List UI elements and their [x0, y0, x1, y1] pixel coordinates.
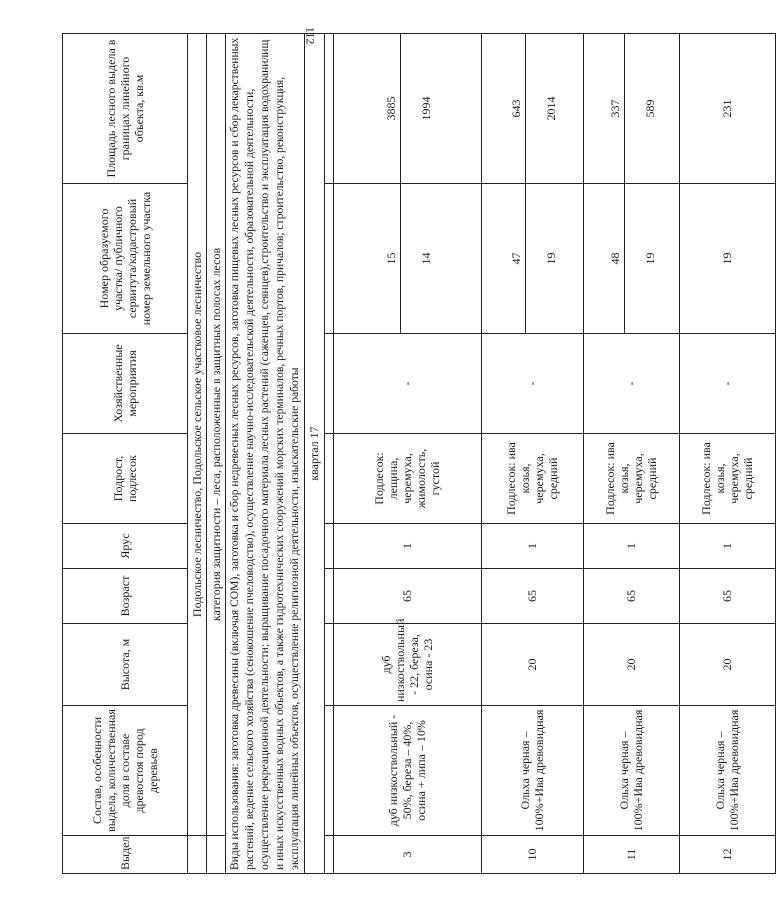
forest-plots-table [62, 33, 776, 874]
tier: 1 [481, 524, 583, 569]
area: 231 [679, 34, 775, 184]
plot-number-cell [481, 184, 583, 334]
measures: - [679, 334, 775, 434]
plot-number-top: 47 [507, 184, 526, 333]
col-header-composition: Состав, особенности выдела, количественная доля в составе древостоя пород деревьев [63, 706, 188, 836]
plot-number: 19 [543, 252, 558, 265]
area: 1994 [418, 96, 433, 121]
measures: - [583, 334, 679, 434]
age: 65 [583, 569, 679, 624]
composition: Ольха черная – 100%+Ива древовидная [583, 706, 679, 836]
category-row [207, 34, 226, 874]
col-header-measures: Хозяйственные мероприятия [63, 334, 188, 434]
usage-row [226, 34, 305, 874]
vydel-number: 10 [481, 836, 583, 874]
age: 65 [679, 569, 775, 624]
col-header-plot-number: Номер образуемого участка/ публичного сервитута/кадастровый номер земельного участка [63, 184, 188, 334]
col-header-tier: Ярус [63, 524, 188, 569]
composition: дуб низкоствольный - 50%, береза – 40%, осина + липа – 10% [333, 706, 481, 836]
area-top: 337 [606, 34, 625, 183]
vydel-number: 11 [583, 836, 679, 874]
forestry-name: Подольское лесничество, Подольское сельское участковое лесничество [188, 34, 207, 836]
vydel-number: 3 [333, 836, 481, 874]
tier: 1 [333, 524, 481, 569]
plot-number: 14 [418, 252, 433, 265]
protection-category: категория защитности – леса, расположенные в защитных полосах лесов [207, 34, 226, 836]
rotated-page [62, 34, 756, 874]
col-header-age: Возраст [63, 569, 188, 624]
header-row [63, 34, 188, 874]
height: 20 [481, 624, 583, 706]
col-header-vydel: Выдел [63, 836, 188, 874]
table-row [679, 34, 775, 874]
measures: - [481, 334, 583, 434]
plot-number-cell [333, 184, 481, 334]
undergrowth: Подлесок: ива козья, черемуха, средний [583, 434, 679, 524]
area: 2014 [543, 96, 558, 121]
page-number: 112 [303, 26, 318, 45]
plot-number-top: 15 [382, 184, 401, 333]
quarter-label: квартал 17 [305, 34, 324, 874]
area-top: 3885 [382, 34, 401, 183]
age: 65 [481, 569, 583, 624]
height: 20 [679, 624, 775, 706]
area-top: 643 [507, 34, 526, 183]
plot-number: 19 [642, 252, 657, 265]
measures: - [333, 334, 481, 434]
plot-number-top: 48 [606, 184, 625, 333]
usage-types: Виды использования: заготовка древесины (включая СОМ), заготовка и сбор недревесных лесных ресурсов, заготовка пищевых лесных ресурсов и сбор лекарственных растений, ведение сельского хозяйства (сенокошение пчеловодство), осуществление научно-исследовательской деятельности, образовательной деятельности, осуществление рекреационной деятельности; выращивание посадочного материала лесных растений (саженцев, сеянцев),строительство и эксплуатация водохранилищ и иных искусственных водных объектов, а также гидротехнических сооружений морских терминалов, речных портов, причалов; строительство, реконструкция, эксплуатация линейных объектов, осуществление религиозной деятельности, изыскательские работы [226, 34, 305, 874]
col-header-height: Высота, м [63, 624, 188, 706]
forestry-row [188, 34, 207, 874]
col-header-area: Площадь лесного выдела в границах линейного объекта, кв.м [63, 34, 188, 184]
undergrowth: Подлесок: лещина, черемуха, жимолость, густой [333, 434, 481, 524]
undergrowth: Подлесок: ива козья, черемуха, средний [679, 434, 775, 524]
col-header-undergrowth: Подрост, подлесок [63, 434, 188, 524]
area-cell [481, 34, 583, 184]
table-row [583, 34, 679, 874]
area: 589 [642, 99, 657, 118]
spacer-row [324, 34, 333, 874]
undergrowth: Подлесок: ива козья, черемуха, средний [481, 434, 583, 524]
composition: Ольха черная – 100%+Ива древовидная [481, 706, 583, 836]
height: дуб низкоствольный - 22, береза, осина - 23 [333, 624, 481, 706]
area-cell [333, 34, 481, 184]
age: 65 [333, 569, 481, 624]
plot-number-cell [583, 184, 679, 334]
height: 20 [583, 624, 679, 706]
composition: Ольха черная –100%+Ива древовидная [679, 706, 775, 836]
plot-number: 19 [679, 184, 775, 334]
tier: 1 [583, 524, 679, 569]
area-cell [583, 34, 679, 184]
quarter-row [305, 34, 324, 874]
table-row [333, 34, 481, 874]
tier: 1 [679, 524, 775, 569]
table-row [481, 34, 583, 874]
vydel-number: 12 [679, 836, 775, 874]
